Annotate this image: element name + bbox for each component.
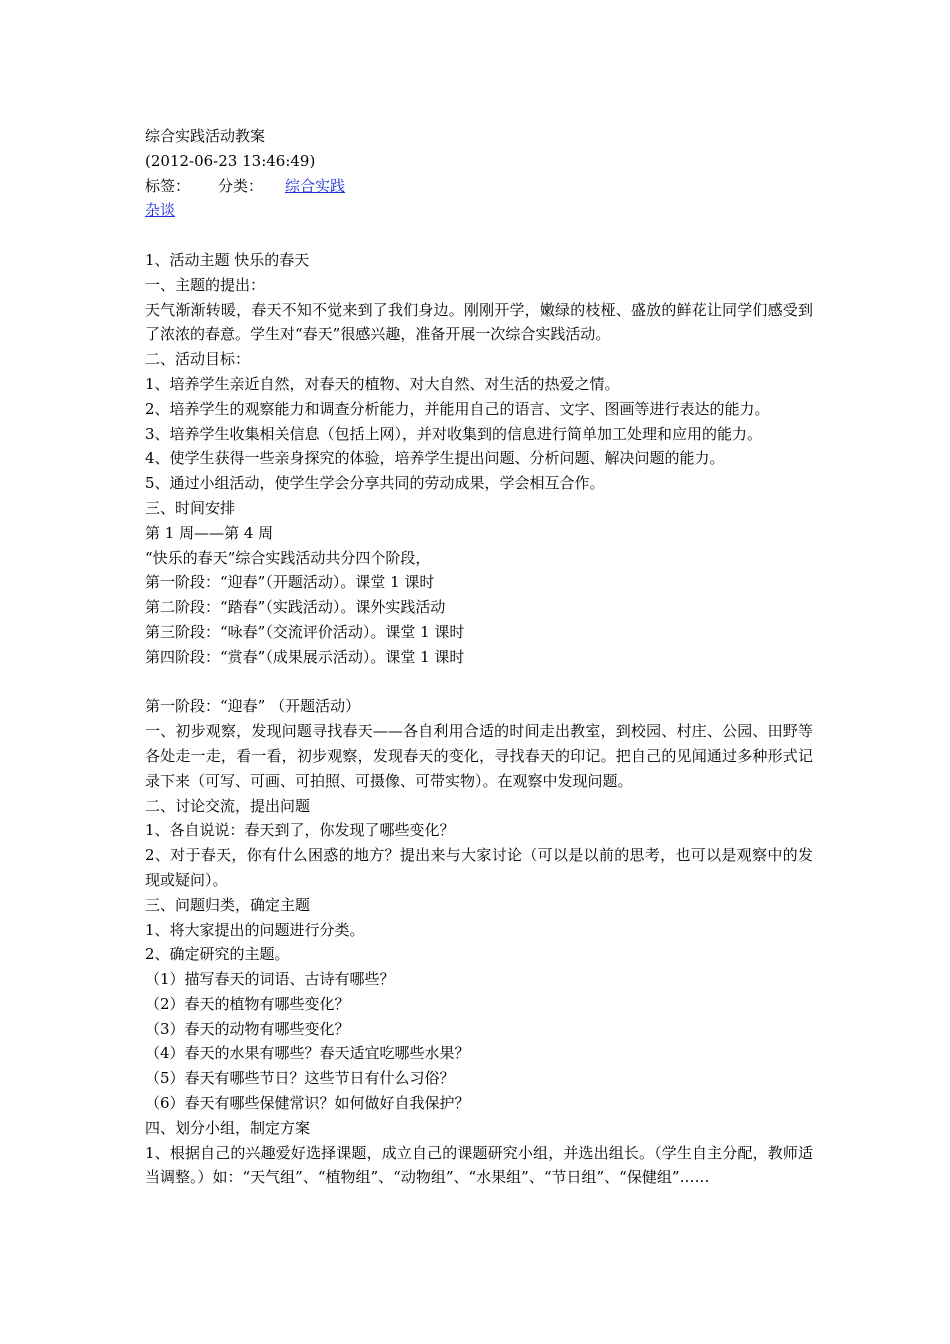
section-heading: 四、划分小组，制定方案 <box>145 1118 311 1137</box>
post-datetime: (2012-06-23 13:46:49) <box>145 151 316 170</box>
spacer <box>145 223 813 248</box>
question-item: （5）春天有哪些节日？这些节日有什么习俗？ <box>145 1069 455 1088</box>
question-item: （4）春天的水果有哪些？春天适宜吃哪些水果？ <box>145 1044 470 1063</box>
question-item: （3）春天的动物有哪些变化？ <box>145 1019 350 1038</box>
document-content <box>145 124 813 1190</box>
section-heading: 二、讨论交流，提出问题 <box>145 796 311 815</box>
spacer <box>145 670 813 695</box>
list-item: 1、将大家提出的问题进行分类。 <box>145 920 365 939</box>
stage-item: 第一阶段：“迎春”（开题活动）。课堂 1 课时 <box>145 573 435 592</box>
list-item: 1、各自说说：春天到了，你发现了哪些变化？ <box>145 821 455 840</box>
paragraph: 一、初步观察，发现问题寻找春天——各自利用合适的时间走出教室，到校园、村庄、公园、田野等各处走一走，看一看，初步观察，发现春天的变化，寻找春天的印记。把自己的见闻通过多种形式记录下来（可写、可画、可拍照、可摄像、可带实物）。在观察中发现问题。 <box>145 722 813 790</box>
question-item: （6）春天有哪些保健常识？如何做好自我保护？ <box>145 1094 470 1113</box>
section-heading: 一、主题的提出： <box>145 275 266 294</box>
paragraph: 1、根据自己的兴趣爱好选择课题，成立自己的课题研究小组，并选出组长。（学生自主分配，教师适当调整。）如：“天气组”、“植物组”、“动物组”、“水果组”、“节日组”、“保健组”…… <box>145 1143 813 1187</box>
stages-intro: “快乐的春天”综合实践活动共分四个阶段， <box>145 548 431 567</box>
goal-item: 5、通过小组活动，使学生学会分享共同的劳动成果，学会相互合作。 <box>145 474 605 493</box>
stage-item: 第二阶段：“踏春”（实践活动）。课外实践活动 <box>145 598 446 617</box>
goal-item: 3、培养学生收集相关信息（包括上网），并对收集到的信息进行简单加工处理和应用的能力。 <box>145 424 763 443</box>
goal-item: 2、培养学生的观察能力和调查分析能力，并能用自己的语言、文字、图画等进行表达的能力。 <box>145 399 770 418</box>
post-meta <box>145 174 813 199</box>
stage-item: 第三阶段：“咏春”（交流评价活动）。课堂 1 课时 <box>145 622 465 641</box>
schedule-weeks: 第 1 周——第 4 周 <box>145 523 274 542</box>
goal-item: 1、培养学生亲近自然，对春天的植物、对大自然、对生活的热爱之情。 <box>145 374 620 393</box>
section-heading: 三、时间安排 <box>145 498 236 517</box>
activity-topic: 1、活动主题 快乐的春天 <box>145 250 310 269</box>
category-link[interactable]: 综合实践 <box>285 176 346 195</box>
section-heading: 二、活动目标： <box>145 350 251 369</box>
section-heading: 三、问题归类，确定主题 <box>145 895 311 914</box>
tag-link[interactable]: 杂谈 <box>145 201 176 220</box>
question-item: （2）春天的植物有哪些变化？ <box>145 994 350 1013</box>
category-label: 分类： <box>218 176 264 195</box>
stage-item: 第四阶段：“赏春”（成果展示活动）。课堂 1 课时 <box>145 647 465 666</box>
list-item: 2、确定研究的主题。 <box>145 945 290 964</box>
post-title: 综合实践活动教案 <box>145 127 266 145</box>
list-item: 2、对于春天，你有什么困惑的地方？提出来与大家讨论（可以是以前的思考，也可以是观察中的发现或疑问）。 <box>145 846 813 889</box>
question-item: （1）描写春天的词语、古诗有哪些？ <box>145 970 395 989</box>
goal-item: 4、使学生获得一些亲身探究的体验，培养学生提出问题、分析问题、解决问题的能力。 <box>145 449 725 468</box>
phase-heading: 第一阶段：“迎春” （开题活动） <box>145 697 361 716</box>
paragraph: 天气渐渐转暖，春天不知不觉来到了我们身边。刚刚开学，嫩绿的枝桠、盛放的鲜花让同学们感受到了浓浓的春意。学生对“春天”很感兴趣，准备开展一次综合实践活动。 <box>145 300 813 344</box>
tags-label: 标签： <box>145 176 191 195</box>
